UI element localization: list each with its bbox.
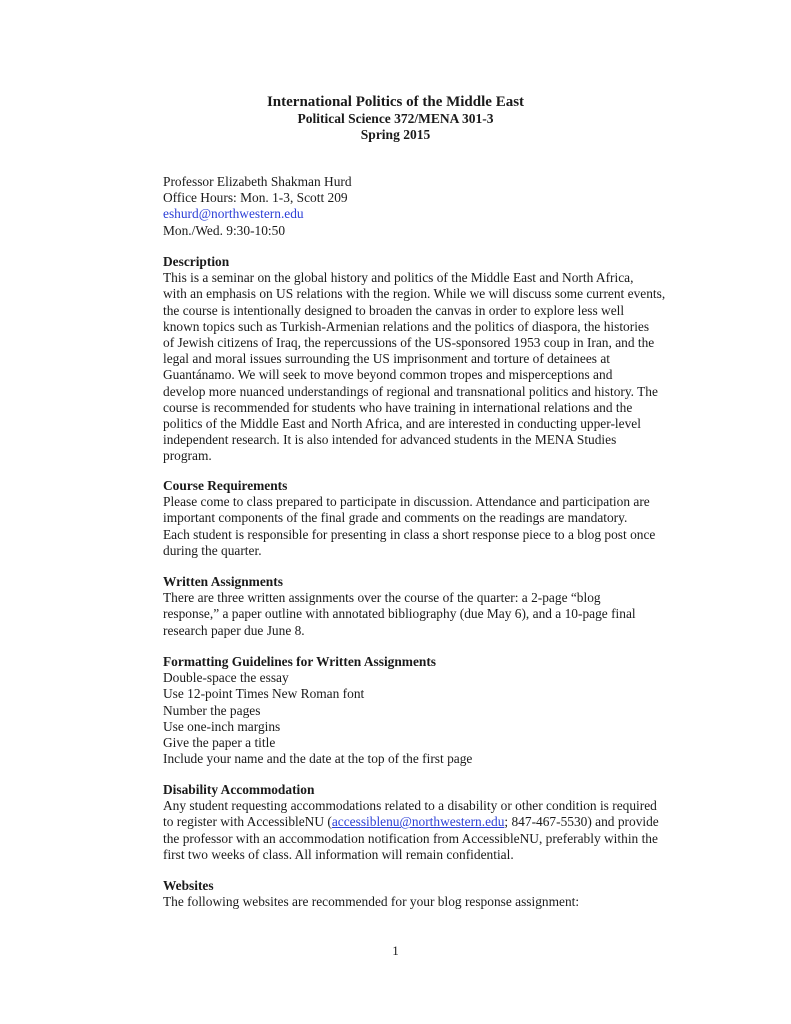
paragraph-line: Guantánamo. We will seek to move beyond common tropes and misperceptions and bbox=[163, 367, 613, 383]
description-section bbox=[163, 254, 666, 465]
course-number: Political Science 372/MENA 301-3 bbox=[297, 111, 494, 126]
paragraph-line: the professor with an accommodation notification from AccessibleNU, preferably within the bbox=[163, 830, 658, 846]
paragraph-line: This is a seminar on the global history and politics of the Middle East and North Africa, bbox=[163, 270, 634, 286]
meeting-times: Mon./Wed. 9:30-10:50 bbox=[163, 222, 286, 238]
paragraph-line: of Jewish citizens of Iraq, the repercussions of the US-sponsored 1953 coup in Iran, and the bbox=[163, 335, 655, 351]
requirements-heading: Course Requirements bbox=[163, 478, 288, 493]
course-term: Spring 2015 bbox=[360, 127, 431, 142]
text-fragment: ; 847-467-5530) and provide bbox=[504, 814, 659, 830]
guideline-item: Number the pages bbox=[163, 702, 261, 718]
guideline-item: Use one-inch margins bbox=[163, 718, 281, 734]
websites-section bbox=[163, 878, 663, 910]
paragraph-line: course is recommended for students who have training in international relations and the bbox=[163, 399, 633, 415]
paragraph-line: politics of the Middle East and North Africa, and are interested in conducting upper-level bbox=[163, 416, 641, 432]
paragraph-line: There are three written assignments over the course of the quarter: a 2-page “blog bbox=[163, 590, 601, 606]
paragraph-line: with an emphasis on US relations with the region. While we will discuss some current events, bbox=[163, 286, 666, 302]
paragraph-line: legal and moral issues surrounding the US imprisonment and torture of detainees at bbox=[163, 351, 610, 367]
requirements-section bbox=[163, 478, 663, 559]
paragraph-line: independent research. It is also intended for advanced students in the MENA Studies bbox=[163, 432, 617, 448]
paragraph-line: known topics such as Turkish-Armenian relations and the politics of diaspora, the histories bbox=[163, 318, 650, 334]
paragraph-line: research paper due June 8. bbox=[163, 622, 305, 638]
formatting-heading: Formatting Guidelines for Written Assignments bbox=[163, 654, 437, 669]
paragraph-line: Any student requesting accommodations related to a disability or other condition is required bbox=[163, 798, 657, 814]
disability-heading: Disability Accommodation bbox=[163, 782, 315, 797]
course-title: International Politics of the Middle East bbox=[266, 94, 525, 110]
page-number: 1 bbox=[392, 943, 399, 958]
paragraph-line bbox=[163, 814, 663, 830]
guideline-item: Include your name and the date at the top of the first page bbox=[163, 751, 473, 767]
written-assignments-section bbox=[163, 574, 663, 639]
disability-section bbox=[163, 782, 663, 863]
description-heading: Description bbox=[163, 254, 230, 269]
paragraph-line: program. bbox=[163, 448, 212, 464]
paragraph-line: The following websites are recommended for your blog response assignment: bbox=[163, 894, 580, 910]
paragraph-line: important components of the final grade and comments on the readings are mandatory. bbox=[163, 510, 628, 526]
guideline-item: Use 12-point Times New Roman font bbox=[163, 686, 365, 702]
accessiblenu-email-link[interactable]: accessiblenu@northwestern.edu bbox=[331, 814, 505, 830]
paragraph-line: first two weeks of class. All information will remain confidential. bbox=[163, 846, 514, 862]
guideline-item: Double-space the essay bbox=[163, 670, 289, 686]
instructor-info bbox=[163, 174, 663, 239]
paragraph-line: response,” a paper outline with annotated bibliography (due May 6), and a 10-page final bbox=[163, 606, 636, 622]
paragraph-line: Please come to class prepared to participate in discussion. Attendance and participation are bbox=[163, 494, 650, 510]
formatting-section bbox=[163, 654, 663, 767]
written-assignments-heading: Written Assignments bbox=[163, 574, 283, 589]
websites-heading: Websites bbox=[163, 878, 214, 893]
paragraph-line: during the quarter. bbox=[163, 542, 262, 558]
instructor-name: Professor Elizabeth Shakman Hurd bbox=[163, 174, 352, 189]
instructor-email-link[interactable]: eshurd@northwestern.edu bbox=[163, 206, 304, 222]
guideline-item: Give the paper a title bbox=[163, 735, 276, 751]
paragraph-line: develop more nuanced understandings of regional and transnational politics and history. The bbox=[163, 383, 658, 399]
paragraph-line: Each student is responsible for presenting in class a short response piece to a blog post once bbox=[163, 526, 656, 542]
paragraph-line: the course is intentionally designed to broaden the canvas in order to explore less well bbox=[163, 302, 625, 318]
text-fragment: to register with AccessibleNU ( bbox=[163, 814, 332, 830]
office-hours: Office Hours: Mon. 1-3, Scott 209 bbox=[163, 190, 348, 206]
syllabus-header bbox=[0, 94, 791, 143]
